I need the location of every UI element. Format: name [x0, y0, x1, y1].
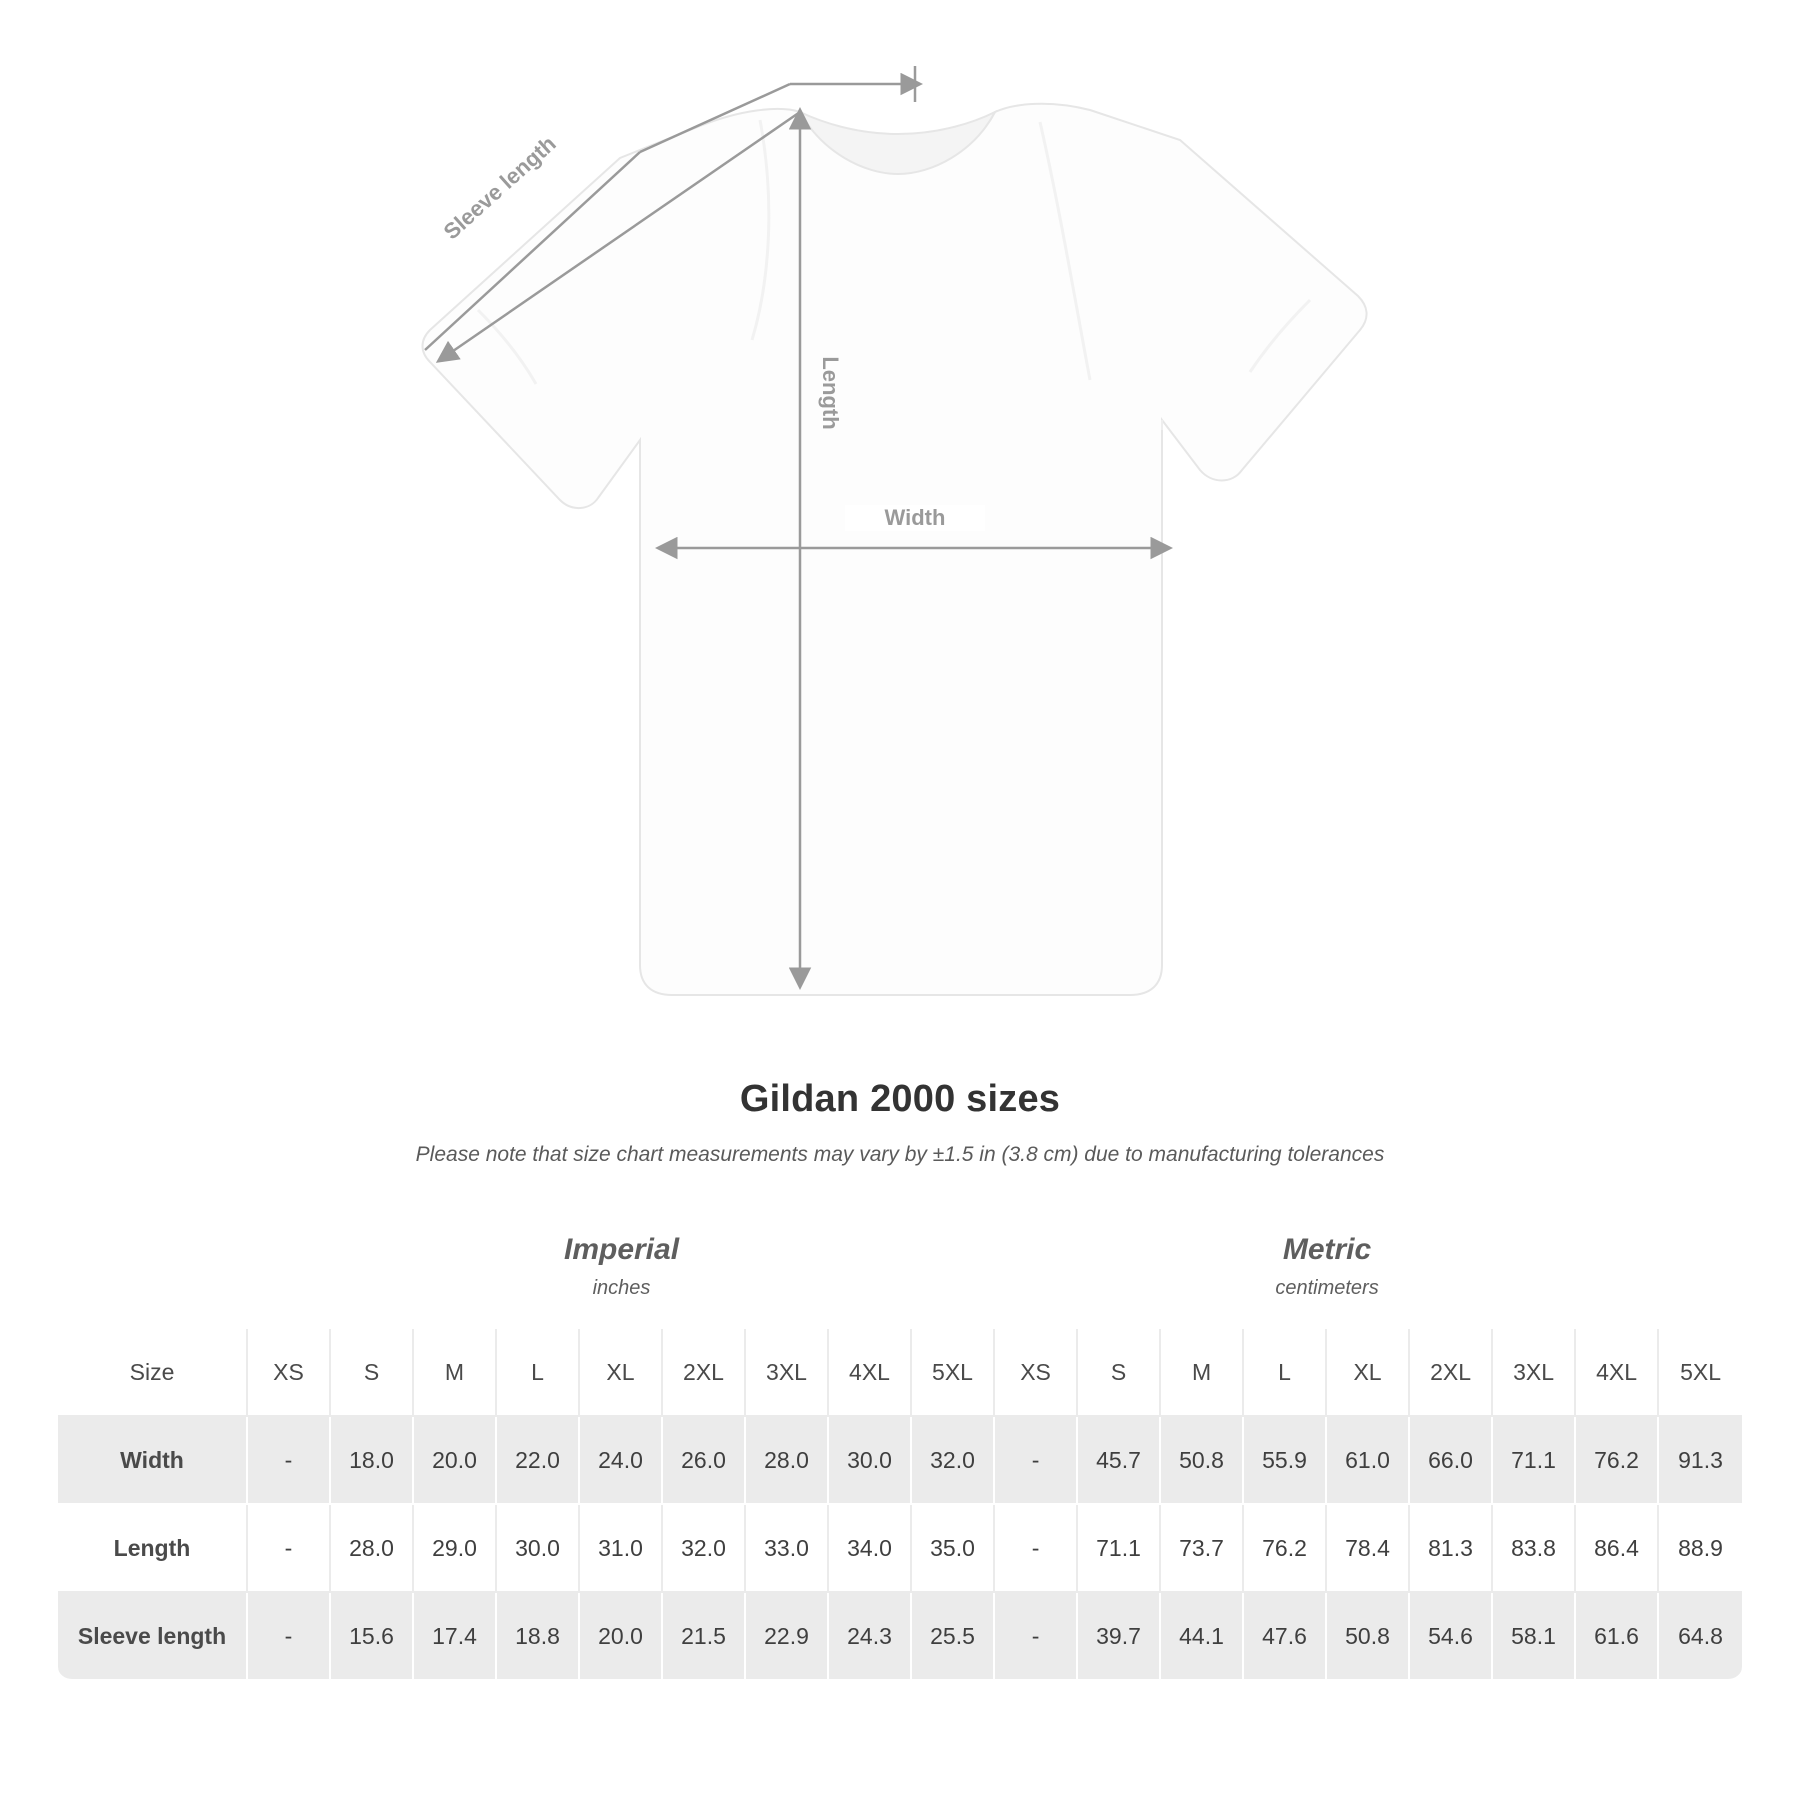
header-size-cell: XL	[580, 1329, 663, 1417]
unit-group-metric-sub: centimeters	[1275, 1276, 1379, 1299]
cell-sleeve: 17.4	[414, 1593, 497, 1681]
unit-group-imperial	[248, 1203, 995, 1329]
cell-sleeve: 20.0	[580, 1593, 663, 1681]
cell-width: 91.3	[1659, 1417, 1742, 1505]
width-label: Width	[845, 505, 985, 531]
header-size-cell: 3XL	[1493, 1329, 1576, 1417]
header-size-cell: M	[1161, 1329, 1244, 1417]
unit-header-spacer	[58, 1203, 248, 1329]
cell-length: 88.9	[1659, 1505, 1742, 1593]
cell-width: 26.0	[663, 1417, 746, 1505]
cell-sleeve: -	[995, 1593, 1078, 1681]
cell-width: -	[248, 1417, 331, 1505]
header-size-cell: 4XL	[829, 1329, 912, 1417]
cell-width: 32.0	[912, 1417, 995, 1505]
header-size-cell: XS	[995, 1329, 1078, 1417]
cell-length: 86.4	[1576, 1505, 1659, 1593]
cell-sleeve: 18.8	[497, 1593, 580, 1681]
size-header-row	[58, 1329, 1742, 1417]
cell-length: 81.3	[1410, 1505, 1493, 1593]
title-block	[0, 1078, 1800, 1167]
cell-length: 35.0	[912, 1505, 995, 1593]
cell-width: 61.0	[1327, 1417, 1410, 1505]
unit-header-row	[58, 1203, 1742, 1329]
table-row	[58, 1593, 1742, 1681]
header-size-cell: 5XL	[1659, 1329, 1742, 1417]
cell-width: 30.0	[829, 1417, 912, 1505]
cell-length: 83.8	[1493, 1505, 1576, 1593]
cell-sleeve: 61.6	[1576, 1593, 1659, 1681]
cell-sleeve: 22.9	[746, 1593, 829, 1681]
cell-length: 32.0	[663, 1505, 746, 1593]
unit-group-imperial-sub: inches	[592, 1276, 651, 1299]
table-row	[58, 1417, 1742, 1505]
unit-header-end	[1659, 1203, 1742, 1329]
header-size-cell: XL	[1327, 1329, 1410, 1417]
unit-group-imperial-name: Imperial	[563, 1233, 680, 1267]
cell-length: 30.0	[497, 1505, 580, 1593]
header-size-cell: M	[414, 1329, 497, 1417]
cell-width: 20.0	[414, 1417, 497, 1505]
cell-width: 71.1	[1493, 1417, 1576, 1505]
cell-length: 76.2	[1244, 1505, 1327, 1593]
cell-sleeve: -	[248, 1593, 331, 1681]
cell-sleeve: 39.7	[1078, 1593, 1161, 1681]
cell-width: -	[995, 1417, 1078, 1505]
row-label-sleeve-length: Sleeve length	[58, 1593, 248, 1681]
cell-width: 22.0	[497, 1417, 580, 1505]
unit-group-metric	[995, 1203, 1659, 1329]
cell-length: 73.7	[1161, 1505, 1244, 1593]
header-size-cell: 4XL	[1576, 1329, 1659, 1417]
header-size-cell: S	[331, 1329, 414, 1417]
cell-sleeve: 25.5	[912, 1593, 995, 1681]
header-size-cell: L	[497, 1329, 580, 1417]
header-size: Size	[58, 1329, 248, 1417]
cell-length: 34.0	[829, 1505, 912, 1593]
header-size-cell: XS	[248, 1329, 331, 1417]
chart-subtitle: Please note that size chart measurements may vary by ±1.5 in (3.8 cm) due to manufacturing tolerances	[415, 1143, 1385, 1166]
size-table	[58, 1203, 1742, 1681]
header-size-cell: L	[1244, 1329, 1327, 1417]
cell-sleeve: 24.3	[829, 1593, 912, 1681]
cell-length: 31.0	[580, 1505, 663, 1593]
cell-sleeve: 50.8	[1327, 1593, 1410, 1681]
cell-sleeve: 44.1	[1161, 1593, 1244, 1681]
tshirt-shape	[423, 104, 1367, 995]
length-label: Length	[818, 356, 843, 430]
header-size-cell: S	[1078, 1329, 1161, 1417]
cell-length: 78.4	[1327, 1505, 1410, 1593]
cell-sleeve: 64.8	[1659, 1593, 1742, 1681]
header-size-cell: 5XL	[912, 1329, 995, 1417]
table-row	[58, 1505, 1742, 1593]
chart-title: Gildan 2000 sizes	[739, 1078, 1061, 1120]
size-table-wrap	[58, 1203, 1742, 1681]
cell-width: 66.0	[1410, 1417, 1493, 1505]
cell-sleeve: 15.6	[331, 1593, 414, 1681]
cell-length: 33.0	[746, 1505, 829, 1593]
cell-length: 28.0	[331, 1505, 414, 1593]
row-label-width: Width	[58, 1417, 248, 1505]
cell-sleeve: 54.6	[1410, 1593, 1493, 1681]
cell-width: 24.0	[580, 1417, 663, 1505]
cell-sleeve: 21.5	[663, 1593, 746, 1681]
cell-length: 29.0	[414, 1505, 497, 1593]
cell-width: 76.2	[1576, 1417, 1659, 1505]
sleeve-length-label: Sleeve length	[438, 130, 561, 245]
cell-width: 55.9	[1244, 1417, 1327, 1505]
cell-sleeve: 58.1	[1493, 1593, 1576, 1681]
header-size-cell: 2XL	[663, 1329, 746, 1417]
cell-length: -	[248, 1505, 331, 1593]
cell-sleeve: 47.6	[1244, 1593, 1327, 1681]
unit-group-metric-name: Metric	[1282, 1233, 1372, 1267]
cell-width: 45.7	[1078, 1417, 1161, 1505]
cell-length: 71.1	[1078, 1505, 1161, 1593]
header-size-cell: 2XL	[1410, 1329, 1493, 1417]
cell-width: 18.0	[331, 1417, 414, 1505]
header-size-cell: 3XL	[746, 1329, 829, 1417]
cell-width: 50.8	[1161, 1417, 1244, 1505]
cell-length: -	[995, 1505, 1078, 1593]
row-label-length: Length	[58, 1505, 248, 1593]
cell-width: 28.0	[746, 1417, 829, 1505]
